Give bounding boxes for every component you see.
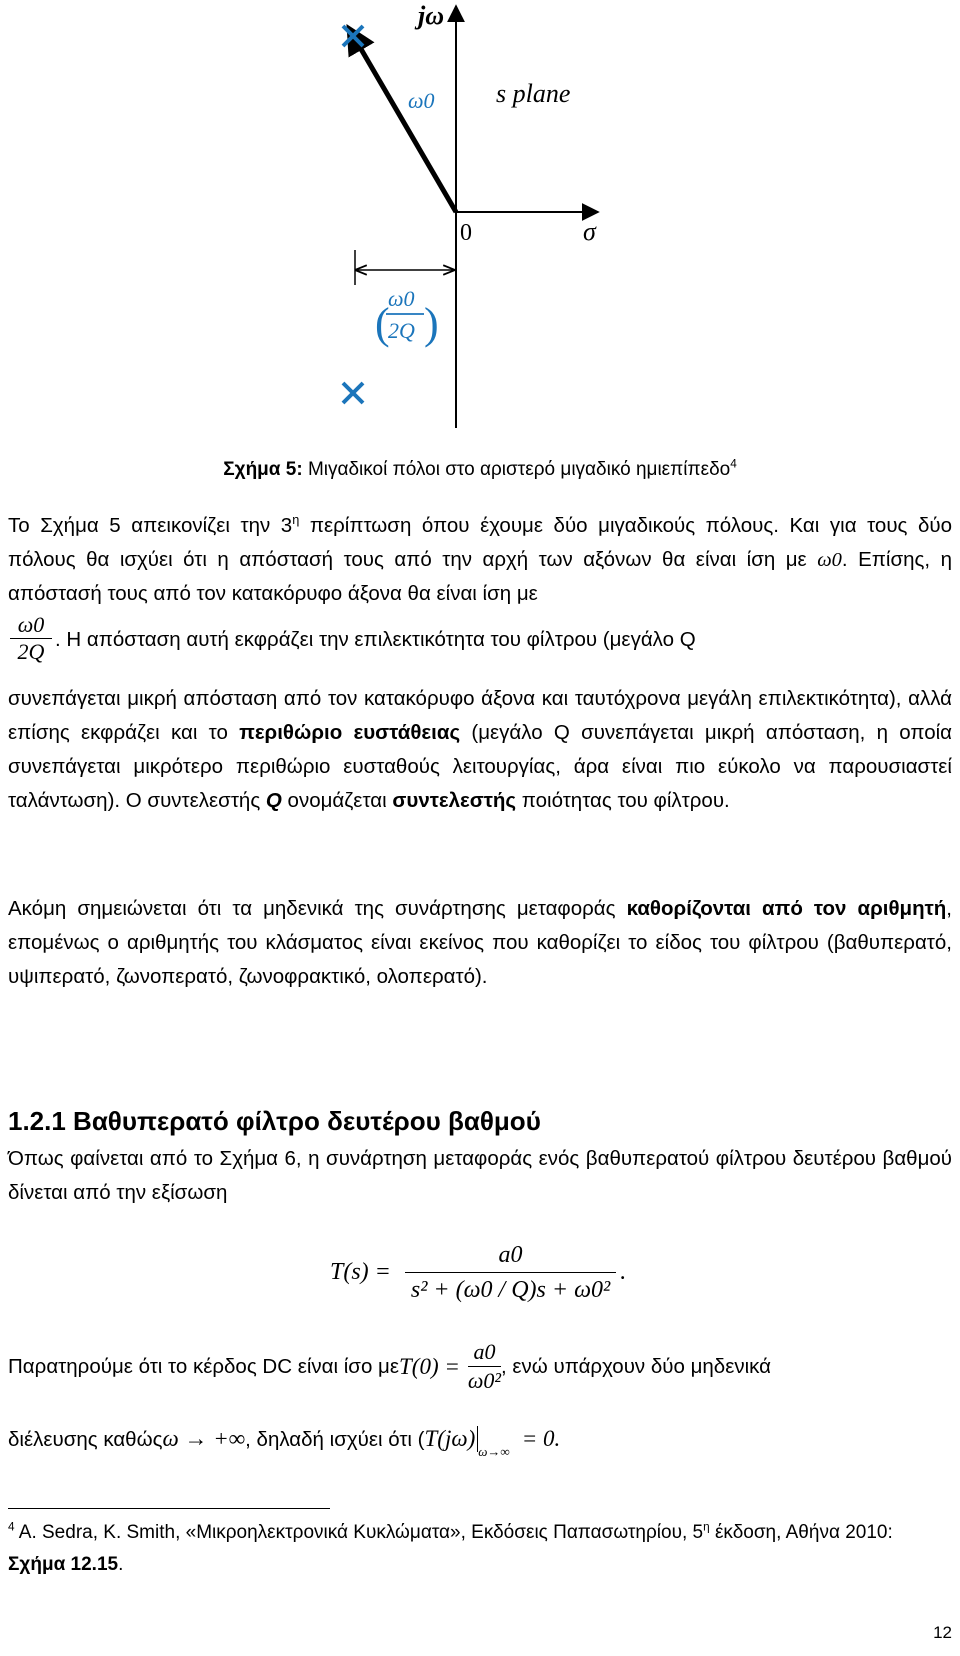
figure-caption bbox=[0, 459, 960, 481]
caption-text: Μιγαδικοί πόλοι στο αριστερό μιγαδικό ημιεπίπεδο bbox=[302, 459, 731, 480]
section-heading: 1.2.1 Βαθυπερατό φίλτρο δευτέρου βαθμού bbox=[8, 1106, 541, 1136]
caption-footnote-ref: 4 bbox=[730, 457, 737, 471]
sigma-label: σ bbox=[583, 217, 596, 246]
upper-pole-cross-icon bbox=[343, 26, 363, 46]
svg-text:ω0: ω0 bbox=[388, 286, 415, 311]
origin-label: 0 bbox=[460, 220, 472, 246]
paragraph-4-line2: διέλευσης καθώς ω → +∞ , δηλαδή ισχύει ότι ( T(jω) ω→∞ = 0. bbox=[8, 1426, 561, 1459]
transfer-function-equation: T(s) = a0 s² + (ω0 / Q)s + ω0² . bbox=[330, 1242, 627, 1303]
fraction-label bbox=[375, 286, 439, 348]
paragraph-1-cont: . Η απόσταση αυτή εκφράζει την επιλεκτικότητα του φίλτρου (μεγάλο Q bbox=[55, 628, 696, 651]
lower-pole-cross-icon bbox=[343, 383, 363, 403]
w0-vector-label: ω0 bbox=[408, 88, 435, 113]
svg-text:): ) bbox=[424, 299, 439, 348]
paragraph-1: Το Σχήμα 5 απεικονίζει την $3^\eta$ περίπτωση όπου έχουμε δύο μιγαδικούς πόλους. Και για τους δύο πόλους θα ισχύει ότι η απόστασή τους από την αρχή των αξόνων θα είναι ίση με ω0. Επίσης, η απόστασή τους από τον κατακόρυφο άξονα θα είναι ίση με bbox=[8, 512, 952, 605]
svg-text:2Q: 2Q bbox=[388, 318, 415, 343]
svg-text:(: ( bbox=[375, 299, 390, 348]
paragraph-1-rest: συνεπάγεται μικρή απόσταση από τον κατακόρυφο άξονα και ταυτόχρονα μεγάλη επιλεκτικότητα), αλλά επίσης εκφράζει και το περιθώριο ευστάθειας (μεγάλο Q συνεπάγεται μικρή απόσταση, η οποία συνεπάγεται μικρότερο περιθώριο ευσταθούς λειτουργίας, άρα είναι πιο εύκολο να παρουσιαστεί ταλάντωση). Ο συντελεστής Q ονομάζεται συντελεστής ποιότητας του φίλτρου. bbox=[8, 687, 953, 812]
footnote: $^4$ A. Sedra, K. Smith, «Μικροηλεκτρονικά Κυκλώματα», Εκδόσεις Παπασωτηρίου, $5^\eta$ έκδοση, Αθήνα 2010: Σχήμα 12.15. bbox=[8, 1520, 893, 1575]
paragraph-4-line1: Παρατηρούμε ότι το κέρδος DC είναι ίσο με T(0) = a0 ω0² , ενώ υπάρχουν δύο μηδενικά bbox=[8, 1339, 771, 1393]
inline-fraction: ω0 2Q bbox=[10, 612, 52, 665]
omega0-symbol: ω0 bbox=[817, 549, 842, 571]
splane-label: s plane bbox=[496, 79, 571, 108]
page-number: 12 bbox=[933, 1623, 952, 1642]
footnote-divider bbox=[8, 1508, 330, 1509]
paragraph-3: Όπως φαίνεται από το Σχήμα 6, η συνάρτηση μεταφοράς ενός βαθυπερατού φίλτρου δευτέρου βαθμού δίνεται από την εξίσωση bbox=[8, 1147, 952, 1204]
caption-label: Σχήμα 5: bbox=[223, 459, 303, 480]
paragraph-2: Ακόμη σημειώνεται ότι τα μηδενικά της συνάρτησης μεταφοράς καθορίζονται από τον αριθμητή, επομένως ο αριθμητής του κλάσματος είναι εκείνος που καθορίζει το είδος του φίλτρου (βαθυπερατό, υψιπερατό, ζωνοπερατό, ζωνοφρακτικό, ολοπερατό). bbox=[8, 897, 952, 988]
jw-label: jω bbox=[418, 1, 445, 30]
w0-vector bbox=[354, 37, 456, 212]
s-plane-figure bbox=[300, 0, 660, 430]
